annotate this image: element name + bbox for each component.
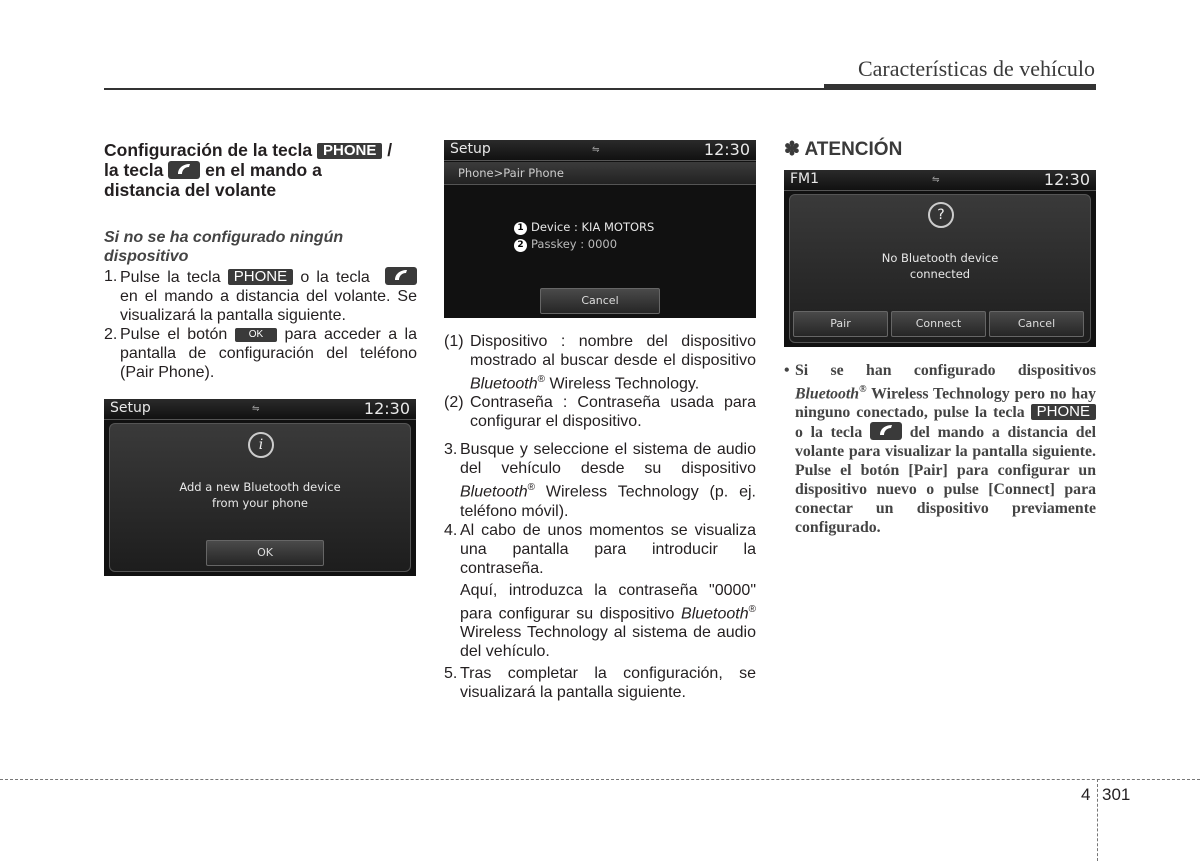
bullet: • [784, 362, 790, 379]
step-number: 4. [444, 521, 458, 539]
screen-title: Setup [110, 400, 151, 416]
column-left [104, 140, 417, 382]
heading-text: Configuración de la tecla [104, 140, 313, 160]
callout-badge: 1 [514, 222, 527, 235]
paragraph: Aquí, introduzca la contraseña "0000" para configurar su dispositivo Bluetooth® Wireless Technology al sistema de audio del vehículo. [460, 581, 756, 660]
info-icon: i [248, 432, 274, 458]
phone-handset-icon [870, 422, 902, 440]
step-number: 1. [104, 268, 118, 285]
usb-icon: ⇋ [252, 404, 260, 414]
column-right [784, 140, 1096, 173]
step-number: 5. [444, 664, 458, 682]
header-rule [104, 88, 824, 90]
question-icon: ? [928, 202, 954, 228]
screen-message: Add a new Bluetooth device from your phone [179, 480, 341, 510]
subheading: Si no se ha configurado ningún dispositivo [104, 229, 344, 265]
screen-clock: 12:30 [1043, 170, 1090, 189]
header-rule-accent [824, 84, 1096, 90]
breadcrumb-text: Phone>Pair Phone [458, 166, 564, 180]
heading-text-d: distancia del volante [104, 180, 277, 200]
ok-button[interactable]: OK [206, 540, 324, 566]
list-item: 5. Tras completar la configuración, se visualizará la pantalla siguiente. [444, 664, 756, 701]
passkey: Passkey : 0000 [531, 237, 618, 251]
screen-dialog [109, 423, 411, 572]
phone-key-label: PHONE [228, 269, 293, 285]
ok-key-label: OK [235, 328, 277, 342]
attention-title: ✽ ATENCIÓN [784, 139, 903, 160]
screen-clock: 12:30 [703, 140, 750, 159]
screen-message: No Bluetooth device connected [881, 251, 999, 281]
section-heading [104, 140, 417, 200]
screen-status-bar [104, 399, 416, 420]
screen-clock: 12:30 [363, 399, 410, 418]
step-text: Pulse la tecla PHONE o la tecla en el mando a distancia del volante. Se visualizará la pantalla siguiente. [120, 268, 417, 324]
pair-button[interactable]: Pair [793, 311, 888, 337]
cancel-button[interactable]: Cancel [989, 311, 1084, 337]
screen-status-bar [444, 140, 756, 161]
connect-button[interactable]: Connect [891, 311, 986, 337]
phone-handset-icon [168, 161, 200, 179]
column-middle [444, 332, 756, 702]
step-text: Pulse el botón OK para acceder a la pantalla de configuración del teléfono (Pair Phone). [120, 326, 417, 381]
list-item: (1) Dispositivo : nombre del dispositivo mostrado al buscar desde el dispositivo Bluetooth® Wireless Technology. [444, 333, 756, 393]
screen-title: Setup [450, 141, 491, 157]
screen-pair-phone [444, 140, 756, 318]
device-name: Device : KIA MOTORS [531, 220, 655, 234]
screen-title: FM1 [790, 171, 820, 187]
page-number: 301 [1102, 785, 1131, 804]
device-info [514, 219, 654, 253]
callout-badge: 2 [514, 239, 527, 252]
list-item [104, 325, 417, 382]
screen-no-device [784, 170, 1096, 347]
list-item: 4. Al cabo de unos momentos se visualiza una pantalla para introducir la contraseña. [444, 521, 756, 577]
screen-status-bar [784, 170, 1096, 191]
list-item [104, 267, 417, 325]
list-item: (2) Contraseña : Contraseña usada para configurar el dispositivo. [444, 394, 756, 431]
phone-key-label: PHONE [1031, 404, 1096, 420]
footer-divider [1097, 779, 1098, 861]
page-header-title: Características de vehículo [857, 56, 1095, 81]
screen-add-device [104, 399, 416, 576]
heading-text-c: en el mando a [205, 160, 322, 180]
usb-icon: ⇋ [932, 175, 940, 185]
step-number: 2. [104, 326, 118, 343]
cancel-button[interactable]: Cancel [540, 288, 660, 314]
list-item: 3. Busque y seleccione el sistema de audio del vehículo desde su dispositivo Bluetooth® Wireless Technology (p. ej. teléfono móvil). [444, 441, 756, 520]
section-number: 4 [1081, 785, 1091, 804]
usb-icon: ⇋ [592, 145, 600, 155]
phone-handset-icon [385, 267, 417, 285]
phone-key-label: PHONE [317, 143, 382, 159]
footer-rule [0, 779, 1200, 780]
step-number: 3. [444, 441, 458, 459]
attention-text: • Si se han configurado dispositivos Bluetooth® Wireless Technology pero no hay ninguno conectado, pulse la tecla PHONE o la tecla del mando a distancia del volante para visualizar la pantalla siguiente. Pulse el botón [Pair] para configurar un dispositivo nuevo o pulse [Connect] para conectar un dispositivo previamente configurado. [784, 362, 1096, 537]
breadcrumb [444, 162, 756, 185]
heading-text-b: la tecla [104, 160, 164, 180]
heading-slash: / [387, 140, 393, 160]
screen-dialog [789, 194, 1091, 343]
